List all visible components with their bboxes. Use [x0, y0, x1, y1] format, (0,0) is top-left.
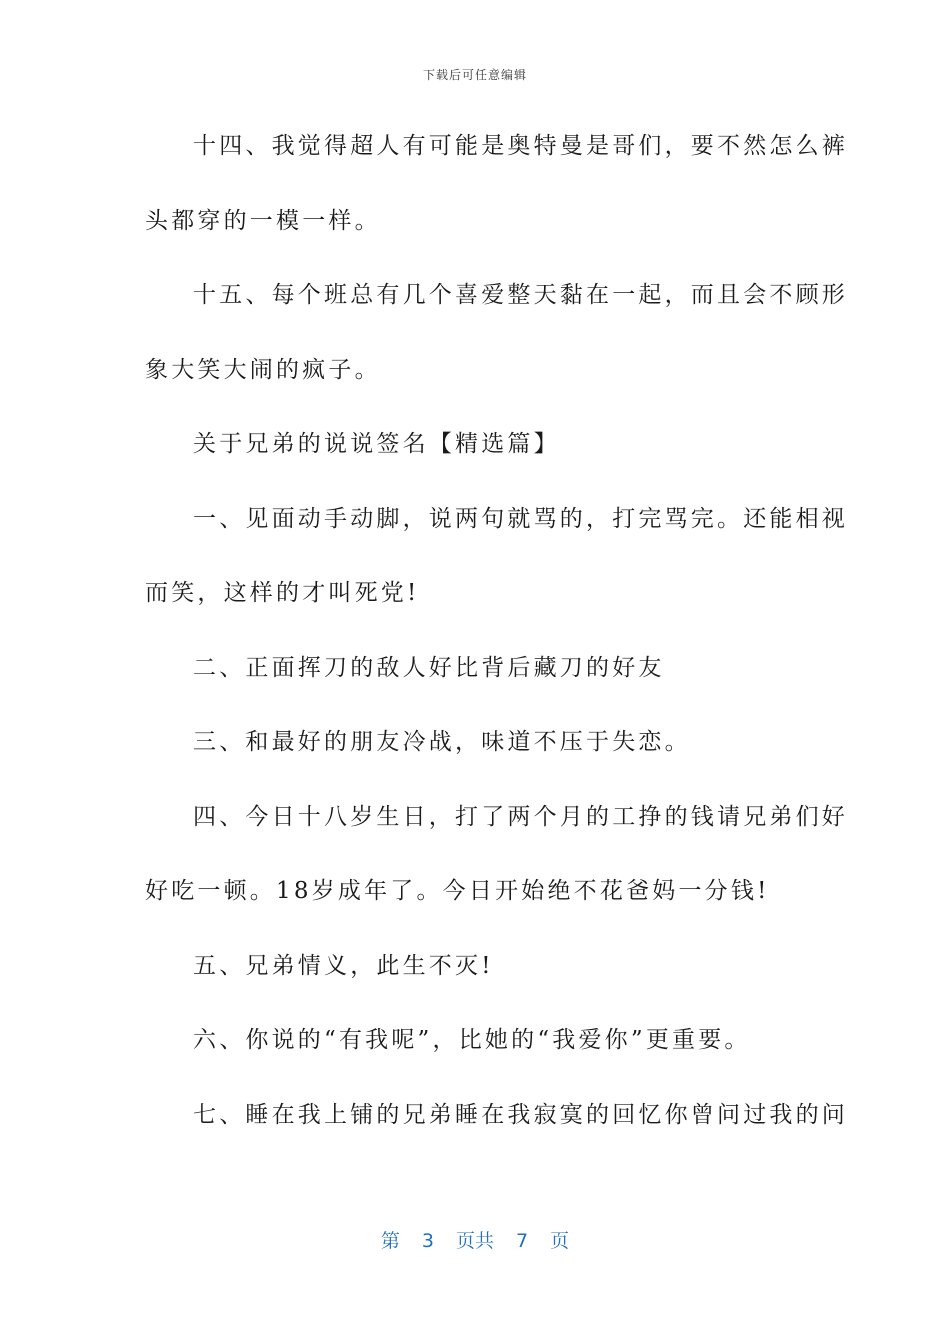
text-line: 而笑，这样的才叫死党!	[145, 580, 420, 606]
section-heading: 关于兄弟的说说签名【精选篇】	[193, 431, 560, 457]
document-body	[145, 122, 848, 1165]
footer-middle: 页共	[455, 1230, 494, 1252]
text-line: 六、你说的“有我呢”，比她的“我爱你”更重要。	[193, 1027, 751, 1053]
text-line: 五、兄弟情义，此生不灭!	[193, 952, 494, 979]
text-line: 头都穿的一模一样。	[145, 207, 381, 234]
text-line: 十五、每个班总有几个喜爱整天黏在一起，而且会不顾形	[193, 282, 848, 308]
text-line: 好吃一顿。18岁成年了。今日开始绝不花爸妈一分钱!	[145, 878, 770, 904]
text-line: 二、正面挥刀的敌人好比背后藏刀的好友	[193, 654, 665, 681]
page-footer	[0, 1226, 950, 1253]
footer-prefix: 第	[380, 1230, 400, 1252]
footer-suffix: 页	[550, 1230, 570, 1252]
text-line: 一、见面动手动脚，说两句就骂的，打完骂完。还能相视	[193, 505, 848, 532]
footer-page-number: 3	[421, 1230, 434, 1252]
footer-total-pages: 7	[516, 1230, 529, 1252]
text-line: 象大笑大闹的疯子。	[145, 356, 381, 383]
text-line: 三、和最好的朋友冷战，味道不压于失恋。	[193, 729, 691, 755]
header-note: 下载后可任意编辑	[422, 68, 527, 82]
text-line: 十四、我觉得超人有可能是奥特曼是哥们，要不然怎么裤	[193, 133, 848, 159]
text-line: 四、今日十八岁生日，打了两个月的工挣的钱请兄弟们好	[193, 803, 848, 830]
text-line: 七、睡在我上铺的兄弟睡在我寂寞的回忆你曾问过我的问	[193, 1101, 848, 1128]
